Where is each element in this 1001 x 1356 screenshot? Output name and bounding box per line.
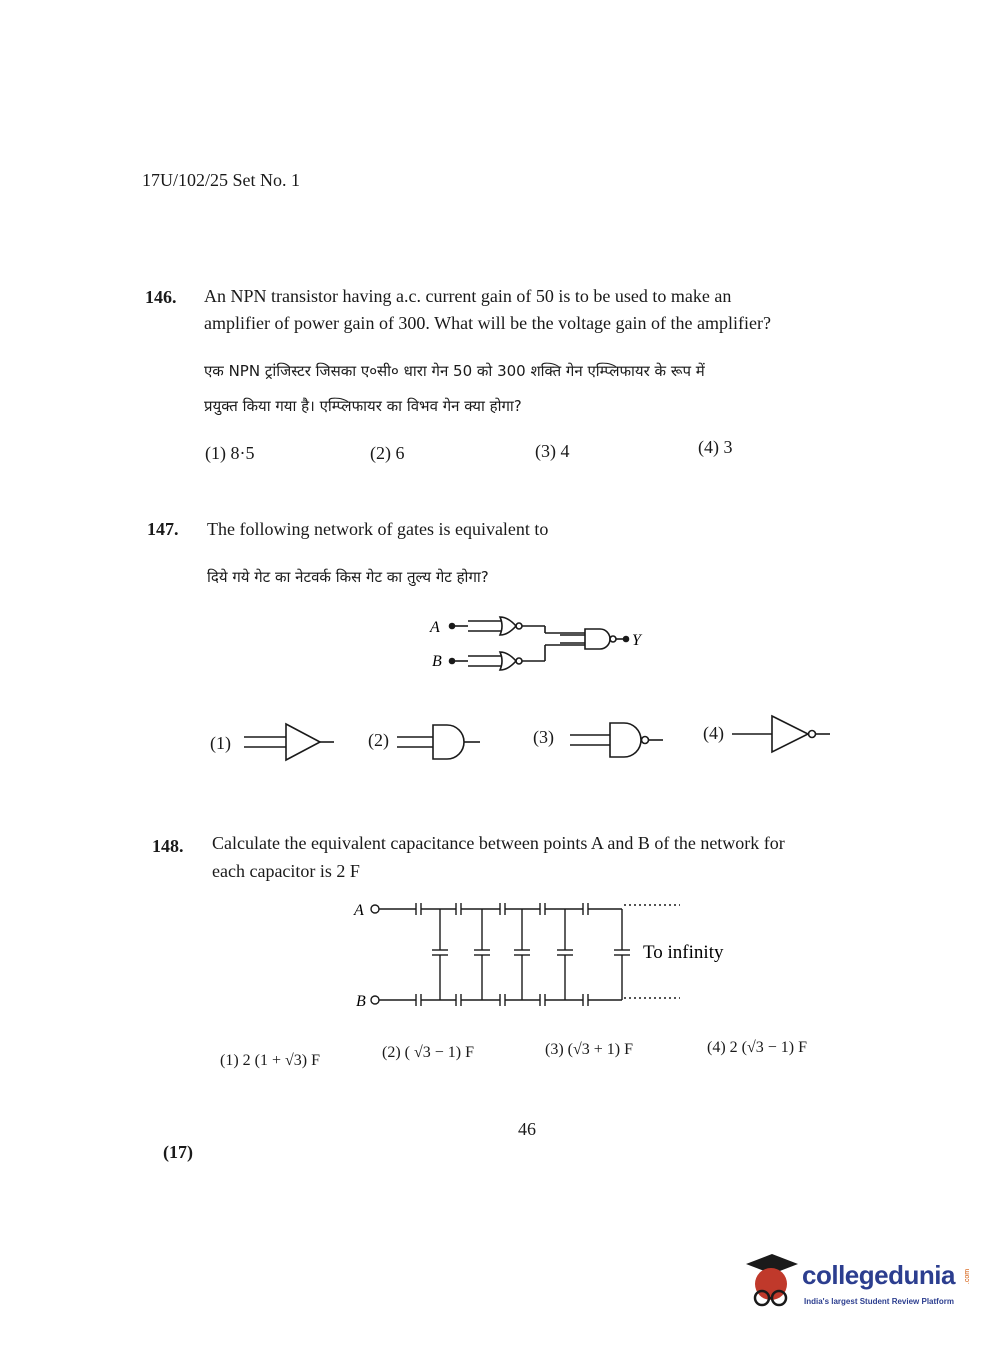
brand-tagline: India's largest Student Review Platform — [804, 1297, 954, 1306]
question-146-english-line1: An NPN transistor having a.c. current gain of 50 is to be used to make an — [204, 286, 732, 306]
question-148-option-2[interactable]: (2) ( √3 − 1) F — [382, 1044, 475, 1061]
question-148-number: 148. — [152, 836, 184, 856]
input-a-label: A — [430, 619, 440, 636]
output-y-label: Y — [632, 632, 641, 649]
question-147-option-1-label[interactable]: (1) — [210, 733, 231, 753]
question-146-hindi-line1: एक NPN ट्रांजिस्टर जिसका ए०सी० धारा गेन 50 को 300 शक्ति गेन एम्प्लिफायर के रूप में — [204, 362, 705, 380]
mascot-icon — [742, 1250, 800, 1312]
not-gate-icon[interactable] — [730, 712, 835, 756]
sheet-number: (17) — [163, 1142, 193, 1162]
question-146-english-line2: amplifier of power gain of 300. What will be the voltage gain of the amplifier? — [204, 313, 771, 333]
paper-code: 17U/102/25 Set No. 1 — [142, 170, 301, 190]
question-146-number: 146. — [145, 287, 177, 307]
question-146-option-4[interactable]: (4) 3 — [698, 437, 733, 457]
question-147-number: 147. — [147, 519, 179, 539]
gate-network-diagram — [420, 605, 660, 685]
question-146-option-3[interactable]: (3) 4 — [535, 441, 570, 461]
question-148-english-line1: Calculate the equivalent capacitance between points A and B of the network for — [212, 833, 785, 853]
question-147-option-4-label[interactable]: (4) — [703, 723, 724, 743]
collegedunia-watermark — [742, 1250, 972, 1320]
question-147-english-line1: The following network of gates is equivalent to — [207, 519, 549, 539]
point-b-label: B — [356, 993, 366, 1010]
nand-gate-icon[interactable] — [568, 718, 668, 762]
capacitor-ladder-diagram — [350, 890, 750, 1015]
page-number: 46 — [518, 1119, 536, 1139]
buffer-gate-icon[interactable] — [242, 720, 337, 764]
question-148-english-line2: each capacitor is 2 F — [212, 861, 360, 881]
question-147-hindi-line1: दिये गये गेट का नेटवर्क किस गेट का तुल्य गेट होगा? — [207, 568, 489, 586]
question-148-option-3[interactable]: (3) (√3 + 1) F — [545, 1041, 634, 1058]
question-147-option-3-label[interactable]: (3) — [533, 727, 554, 747]
point-a-label: A — [354, 902, 364, 919]
question-148-option-4[interactable]: (4) 2 (√3 − 1) F — [707, 1039, 808, 1056]
question-148-option-1[interactable]: (1) 2 (1 + √3) F — [220, 1052, 321, 1069]
question-146-option-1[interactable]: (1) 8·5 — [205, 443, 255, 463]
input-b-label: B — [432, 653, 442, 670]
brand-suffix: .com — [964, 1268, 972, 1285]
question-147-option-2-label[interactable]: (2) — [368, 730, 389, 750]
to-infinity-label: To infinity — [643, 942, 724, 963]
brand-name: collegedunia — [802, 1260, 955, 1290]
question-146-hindi-line2: प्रयुक्त किया गया है। एम्प्लिफायर का विभव गेन क्या होगा? — [204, 397, 522, 415]
question-146-option-2[interactable]: (2) 6 — [370, 443, 405, 463]
and-gate-icon[interactable] — [395, 720, 485, 764]
